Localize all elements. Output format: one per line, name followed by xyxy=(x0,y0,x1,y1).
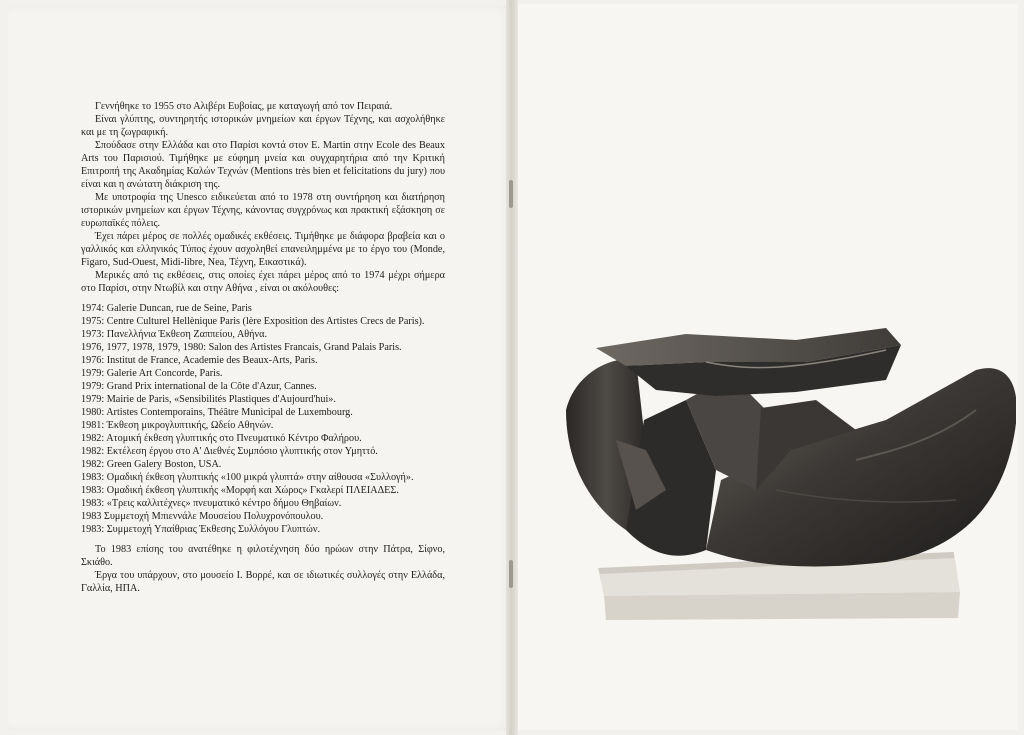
list-item: 1979: Galerie Art Concorde, Paris. xyxy=(81,368,223,379)
bio-paragraph-exhibitions-intro: Μερικές από τις εκθέσεις, στις οποίες έχει πάρει μέρος από το 1974 μέχρι σήμερα στο Παρίσι, στην Ντωβίλ και στην Αθήνα , είναι οι ακόλουθες: xyxy=(81,270,445,294)
bio-paragraph-profession: Είναι γλύπτης, συντηρητής ιστορικών μνημείων και έργων Τέχνης, και ασχολήθηκε και με τη ζωγραφική. xyxy=(81,114,445,138)
staple-top xyxy=(509,180,513,208)
list-item: 1973: Πανελλήνια Έκθεση Ζαππείου, Αθήνα. xyxy=(81,329,267,340)
list-item: 1976: Institut de France, Academie des Beaux-Arts, Paris. xyxy=(81,355,318,366)
list-item: 1979: Mairie de Paris, «Sensibilités Plastiques d'Aujourd'hui». xyxy=(81,394,336,405)
list-item: 1981: Έκθεση μικρογλυπτικής, Ωδείο Αθηνών. xyxy=(81,420,274,431)
closing-paragraph-commission: Το 1983 επίσης του ανατέθηκε η φιλοτέχνηση δύο ηρώων στην Πάτρα, Σίφνο, Σκιάθο. xyxy=(81,544,445,568)
bio-paragraph-awards: Έχει πάρει μέρος σε πολλές ομαδικές εκθέσεις. Τιμήθηκε με διάφορα βραβεία και ο γαλλικός και ελληνικός Τύπος έχουν ασχοληθεί επανειλημμένα με το έργο του (Monde, Figaro, Sud-Ouest, Midi-libre, Nea, Τέχνη, Εικαστικά). xyxy=(81,231,445,268)
bio-paragraph-unesco: Με υποτροφία της Unesco ειδικεύεται από το 1978 στη συντήρηση και διατήρηση ιστορικών μνημείων και έργων Τέχνης, κάνοντας συγχρόνως και πρακτική εξάσκηση σε ευρωπαϊκές πόλεις. xyxy=(81,192,445,229)
staple-bottom xyxy=(509,560,513,588)
bronze-sculpture xyxy=(566,328,1016,566)
list-item: 1982: Green Galery Boston, USA. xyxy=(81,459,222,470)
list-item: 1983: Συμμετοχή Υπαίθριας Έκθεσης Συλλόγου Γλυπτών. xyxy=(81,524,321,535)
list-item: 1983: «Τρεις καλλιτέχνες» πνευματικό κέντρο δήμου Θηβαίων. xyxy=(81,498,342,509)
list-item: 1983 Συμμετοχή Μπιεννάλε Μουσείου Πολυχρονόπουλου. xyxy=(81,511,324,522)
binding-gutter xyxy=(506,0,518,735)
list-item: 1974: Galerie Duncan, rue de Seine, Paris xyxy=(81,303,252,314)
list-item: 1982: Ατομική έκθεση γλυπτικής στο Πνευματικό Κέντρο Φαλήρου. xyxy=(81,433,362,444)
closing-paragraph-collections: Έργα του υπάρχουν, στο μουσείο Ι. Βορρέ, και σε ιδιωτικές συλλογές στην Ελλάδα, Γαλλία, ΗΠΑ. xyxy=(81,570,445,594)
list-item: 1983: Ομαδική έκθεση γλυπτικής «Μορφή και Χώρος» Γκαλερί ΠΛΕΙΑΔΕΣ. xyxy=(81,485,399,496)
list-item: 1976, 1977, 1978, 1979, 1980: Salon des Artistes Francais, Grand Palais Paris. xyxy=(81,342,402,353)
bio-paragraph-birth: Γεννήθηκε το 1955 στο Αλιβέρι Ευβοίας, με καταγωγή από τον Πειραιά. xyxy=(95,101,393,112)
list-item: 1982: Εκτέλεση έργου στο Α' Διεθνές Συμπόσιο γλυπτικής στον Υμηττό. xyxy=(81,446,378,457)
sculpture-photo xyxy=(556,300,1016,630)
list-item: 1980: Artistes Contemporains, Théâtre Municipal de Luxembourg. xyxy=(81,407,353,418)
bio-paragraph-studies: Σπούδασε στην Ελλάδα και στο Παρίσι κοντά στον E. Martin στην Ecole des Beaux Arts του Παρισιού. Τιμήθηκε με εύφημη μνεία και συγχαρητήρια από την Κριτική Επιτροπή της Ακαδημίας Καλών Τεχνών (Mentions très bien et felicitations du jury) που είναι και η ανώτατη διάκριση της. xyxy=(81,140,445,190)
list-item: 1983: Ομαδική έκθεση γλυπτικής «100 μικρά γλυπτά» στην αίθουσα «Συλλογή». xyxy=(81,472,414,483)
biography-text xyxy=(81,100,445,595)
list-item: 1975: Centre Culturel Hellènique Paris (lère Exposition des Artistes Crecs de Paris). xyxy=(81,316,425,327)
exhibitions-list xyxy=(81,302,445,536)
list-item: 1979: Grand Prix international de la Côte d'Azur, Cannes. xyxy=(81,381,317,392)
